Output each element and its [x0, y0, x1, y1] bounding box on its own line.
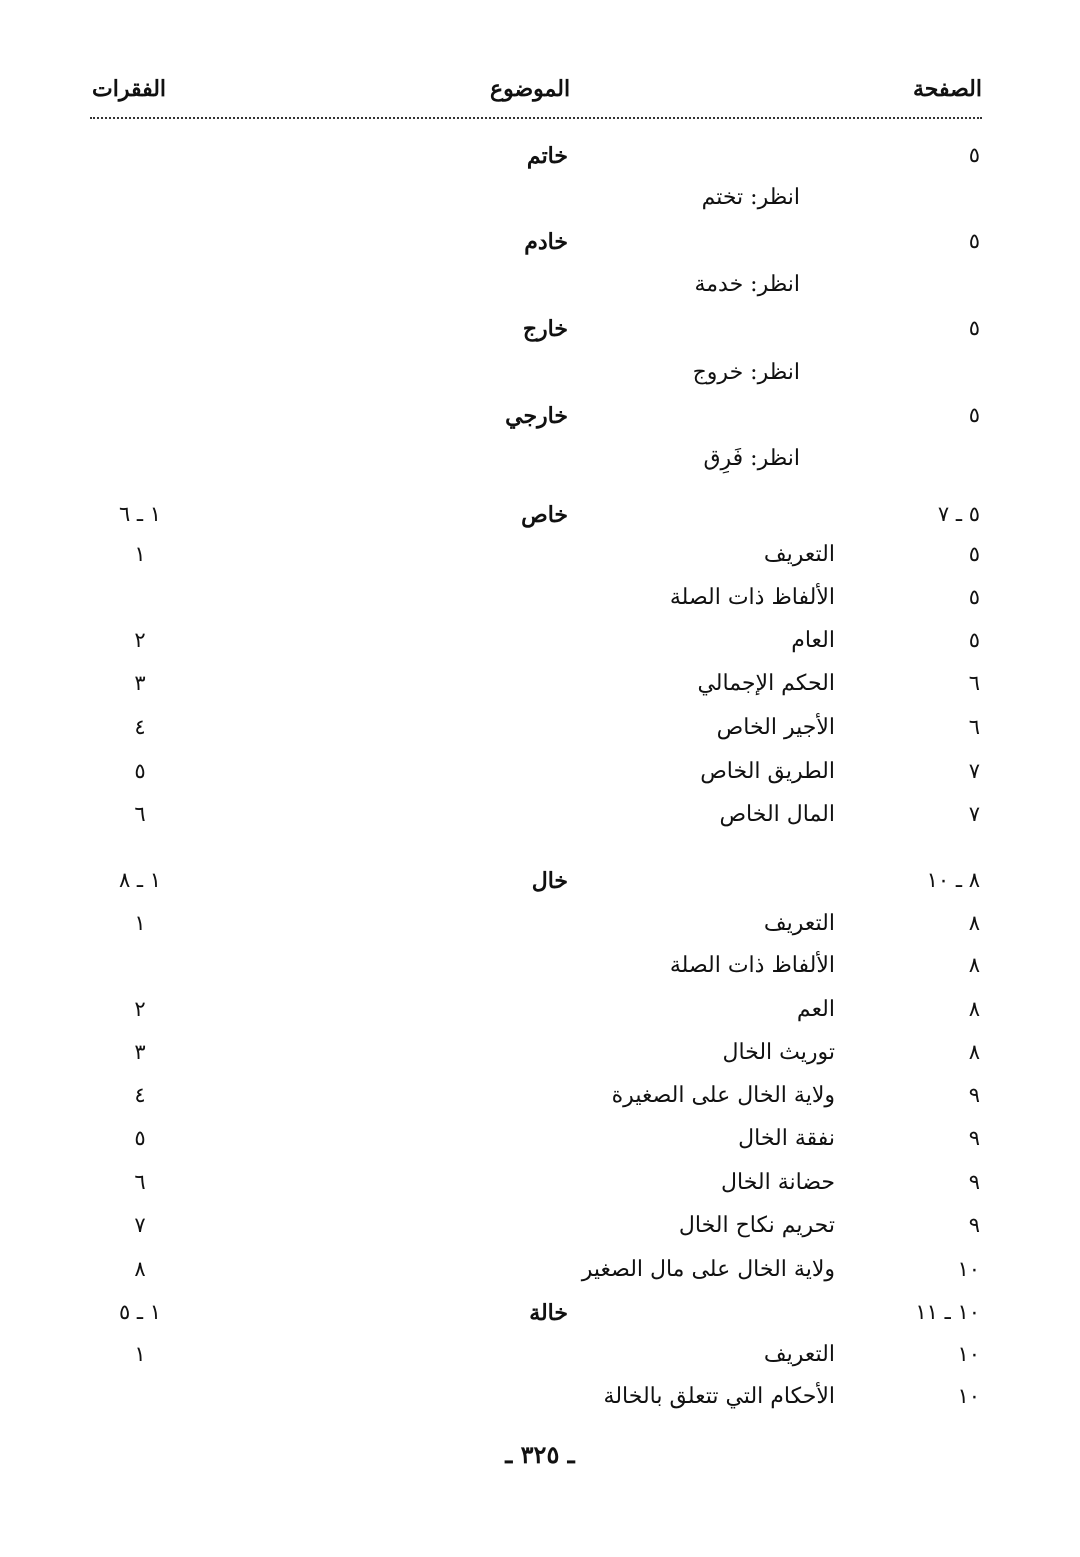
- sub-entry: [0, 1213, 1080, 1253]
- sub-entry-paragraph: ٨: [134, 1257, 146, 1281]
- index-entry: [0, 868, 1080, 908]
- index-entry: [0, 1300, 1080, 1340]
- sub-entry-page: ٩: [968, 1126, 980, 1150]
- sub-entry-paragraph: ٧: [134, 1213, 146, 1237]
- sub-entry-page: ٧: [968, 759, 980, 783]
- sub-entry-paragraph: ١: [134, 911, 146, 935]
- sub-entry-paragraph: ٥: [134, 759, 146, 783]
- entry-page: ٥: [968, 403, 980, 427]
- sub-entry-paragraph: ٤: [134, 715, 146, 739]
- entry-topic: خادم: [524, 229, 568, 255]
- column-header-page: الصفحة: [912, 76, 982, 102]
- sub-entry-page: ١٠: [957, 1342, 980, 1366]
- sub-entry-label: الأجير الخاص: [716, 715, 835, 740]
- sub-entry: [0, 997, 1080, 1037]
- sub-entry-page: ٥: [968, 585, 980, 609]
- sub-entry-paragraph: ٦: [134, 802, 146, 826]
- sub-entry: [0, 628, 1080, 668]
- index-entry: [0, 502, 1080, 542]
- sub-entry-label: الطريق الخاص: [700, 759, 835, 784]
- sub-entry-label: الألفاظ ذات الصلة: [669, 585, 835, 610]
- sub-entry-page: ٦: [968, 671, 980, 695]
- sub-entry-label: العم: [796, 997, 835, 1022]
- see-reference-text: انظر: خروج: [692, 360, 800, 385]
- entry-topic: خارج: [522, 316, 568, 342]
- sub-entry: [0, 1126, 1080, 1166]
- page-number: ـ ٣٢٥ ـ: [505, 1440, 575, 1469]
- sub-entry-paragraph: ٥: [134, 1126, 146, 1150]
- sub-entry-label: ولاية الخال على مال الصغير: [581, 1257, 835, 1282]
- entry-page: ١٠ ـ ١١: [915, 1300, 980, 1324]
- see-reference: [0, 446, 1080, 486]
- sub-entry-page: ٦: [968, 715, 980, 739]
- sub-entry-page: ٨: [968, 997, 980, 1021]
- index-entry: [0, 143, 1080, 183]
- sub-entry-page: ٨: [968, 1040, 980, 1064]
- sub-entry: [0, 1342, 1080, 1382]
- entry-page: ٥: [968, 229, 980, 253]
- sub-entry-label: تحريم نكاح الخال: [678, 1213, 835, 1238]
- sub-entry-label: التعريف: [763, 542, 835, 567]
- entry-topic: خارجي: [505, 403, 568, 429]
- sub-entry-page: ٩: [968, 1170, 980, 1194]
- sub-entry-label: الأحكام التي تتعلق بالخالة: [603, 1384, 835, 1409]
- sub-entry: [0, 1384, 1080, 1424]
- sub-entry: [0, 1040, 1080, 1080]
- sub-entry: [0, 671, 1080, 711]
- entry-page: ٥: [968, 143, 980, 167]
- sub-entry-label: ولاية الخال على الصغيرة: [611, 1083, 835, 1108]
- sub-entry-paragraph: ٤: [134, 1083, 146, 1107]
- see-reference: [0, 185, 1080, 225]
- see-reference: [0, 360, 1080, 400]
- entry-page: ٥ ـ ٧: [937, 502, 980, 526]
- sub-entry-page: ٩: [968, 1083, 980, 1107]
- entry-topic: خال: [531, 868, 568, 894]
- sub-entry: [0, 1083, 1080, 1123]
- sub-entry-page: ٨: [968, 953, 980, 977]
- index-entry: [0, 316, 1080, 356]
- column-header-topic: الموضوع: [490, 76, 571, 102]
- entry-paragraphs: ١ ـ ٥: [118, 1300, 162, 1324]
- see-reference-text: انظر: فَرِق: [703, 446, 800, 471]
- entry-paragraphs: ١ ـ ٨: [118, 868, 162, 892]
- entry-page: ٨ ـ ١٠: [926, 868, 980, 892]
- header-dotted-rule: [90, 117, 982, 119]
- sub-entry-page: ١٠: [957, 1384, 980, 1408]
- sub-entry-page: ٧: [968, 802, 980, 826]
- index-entry: [0, 229, 1080, 269]
- sub-entry: [0, 953, 1080, 993]
- sub-entry-label: العام: [791, 628, 835, 653]
- see-reference-text: انظر: تختم: [701, 185, 800, 210]
- sub-entry: [0, 585, 1080, 625]
- sub-entry-label: حضانة الخال: [721, 1170, 835, 1195]
- sub-entry-label: التعريف: [763, 911, 835, 936]
- sub-entry: [0, 715, 1080, 755]
- sub-entry-paragraph: ٣: [134, 671, 146, 695]
- sub-entry: [0, 1257, 1080, 1297]
- column-header-paragraphs: الفقرات: [92, 76, 167, 102]
- sub-entry-label: الألفاظ ذات الصلة: [669, 953, 835, 978]
- sub-entry-label: نفقة الخال: [738, 1126, 835, 1151]
- sub-entry-label: التعريف: [763, 1342, 835, 1367]
- sub-entry: [0, 759, 1080, 799]
- sub-entry-paragraph: ١: [134, 542, 146, 566]
- sub-entry-paragraph: ٣: [134, 1040, 146, 1064]
- sub-entry-paragraph: ٢: [134, 997, 146, 1021]
- sub-entry-label: توريث الخال: [722, 1040, 835, 1065]
- sub-entry-page: ٥: [968, 628, 980, 652]
- sub-entry: [0, 1170, 1080, 1210]
- entry-topic: خالة: [529, 1300, 568, 1326]
- sub-entry: [0, 911, 1080, 951]
- entry-paragraphs: ١ ـ ٦: [118, 502, 162, 526]
- sub-entry-paragraph: ١: [134, 1342, 146, 1366]
- entry-page: ٥: [968, 316, 980, 340]
- index-entry: [0, 403, 1080, 443]
- sub-entry-page: ١٠: [957, 1257, 980, 1281]
- sub-entry-paragraph: ٦: [134, 1170, 146, 1194]
- sub-entry-page: ٥: [968, 542, 980, 566]
- entry-topic: خاتم: [526, 143, 568, 169]
- sub-entry-page: ٨: [968, 911, 980, 935]
- sub-entry-paragraph: ٢: [134, 628, 146, 652]
- see-reference: [0, 272, 1080, 312]
- sub-entry-label: المال الخاص: [719, 802, 835, 827]
- entry-topic: خاص: [521, 502, 568, 528]
- sub-entry-page: ٩: [968, 1213, 980, 1237]
- sub-entry-label: الحكم الإجمالي: [697, 671, 835, 696]
- sub-entry: [0, 542, 1080, 582]
- see-reference-text: انظر: خدمة: [694, 272, 800, 297]
- sub-entry: [0, 802, 1080, 842]
